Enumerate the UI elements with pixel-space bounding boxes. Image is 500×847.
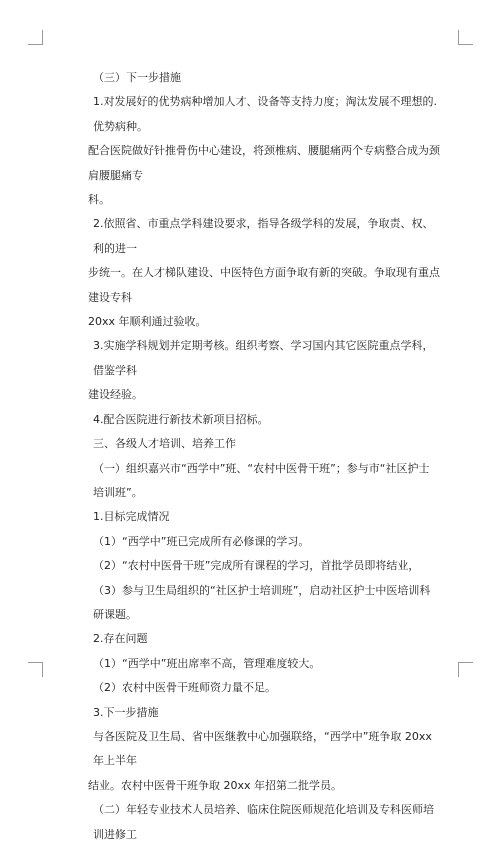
list-item: （2）农村中医骨干班师资力量不足。 xyxy=(93,681,276,695)
paragraph-line: 步统一。在人才梯队建设、中医特色方面争取有新的突破。争取现有重点建设专科 xyxy=(88,266,440,304)
paragraph-line: 2.存在问题 xyxy=(93,632,148,646)
paragraph-line: 3.实施学科规划并定期考核。组织考察、学习国内其它医院重点学科，借鉴学科 xyxy=(93,339,434,377)
section-heading: （三）下一步措施 xyxy=(93,71,181,84)
paragraph-line: 1.目标完成情况 xyxy=(93,510,170,524)
paragraph-line: 3.下一步措施 xyxy=(93,705,159,719)
paragraph-line: 建设经验。 xyxy=(88,388,143,402)
crop-mark-bottom-left xyxy=(28,662,43,677)
section-heading: 三、各级人才培训、培养工作 xyxy=(93,437,236,451)
subsection-heading: （二）年轻专业技术人员培养、临床住院医师规范化培训及专科医师培训进修工 xyxy=(93,803,434,841)
document-body xyxy=(88,66,440,847)
list-item: （3）参与卫生局组织的“社区护士培训班”，启动社区护士中医培训科研课题。 xyxy=(93,583,431,621)
paragraph-line: 科。 xyxy=(88,193,110,207)
list-item: （1）“西学中”班出席率不高，管理难度较大。 xyxy=(93,656,321,670)
paragraph-line: 与各医院及卫生局、省中医继教中心加强联络，“西学中”班争取 20xx 年上半年 xyxy=(93,729,432,768)
paragraph-line: 2.依照省、市重点学科建设要求，指导各级学科的发展，争取责、权、利的进一 xyxy=(93,217,434,255)
paragraph-line: 配合医院做好针推骨伤中心建设，将颈椎病、腰腿痛两个专病整合成为颈肩腰腿痛专 xyxy=(88,144,440,182)
subsection-heading: （一）组织嘉兴市“西学中”班、“农村中医骨干班”；参与市“社区护士培训班”。 xyxy=(93,461,430,499)
crop-mark-top-left xyxy=(28,30,43,45)
list-item: （1）“西学中”班已完成所有必修课的学习。 xyxy=(93,534,310,548)
paragraph-line: 20xx 年顺利通过验收。 xyxy=(88,315,207,329)
paragraph-line: 结业。农村中医骨干班争取 20xx 年招第二批学员。 xyxy=(88,778,343,792)
crop-mark-bottom-right xyxy=(458,662,473,677)
paragraph-line: 1.对发展好的优势病种增加人才、设备等支持力度；淘汰发展不理想的.优势病种。 xyxy=(93,95,437,133)
paragraph-line: 4.配合医院进行新技术新项目招标。 xyxy=(93,412,269,426)
list-item: （2）“农村中医骨干班”完成所有课程的学习，首批学员即将结业， xyxy=(93,559,420,573)
crop-mark-top-right xyxy=(458,30,473,45)
